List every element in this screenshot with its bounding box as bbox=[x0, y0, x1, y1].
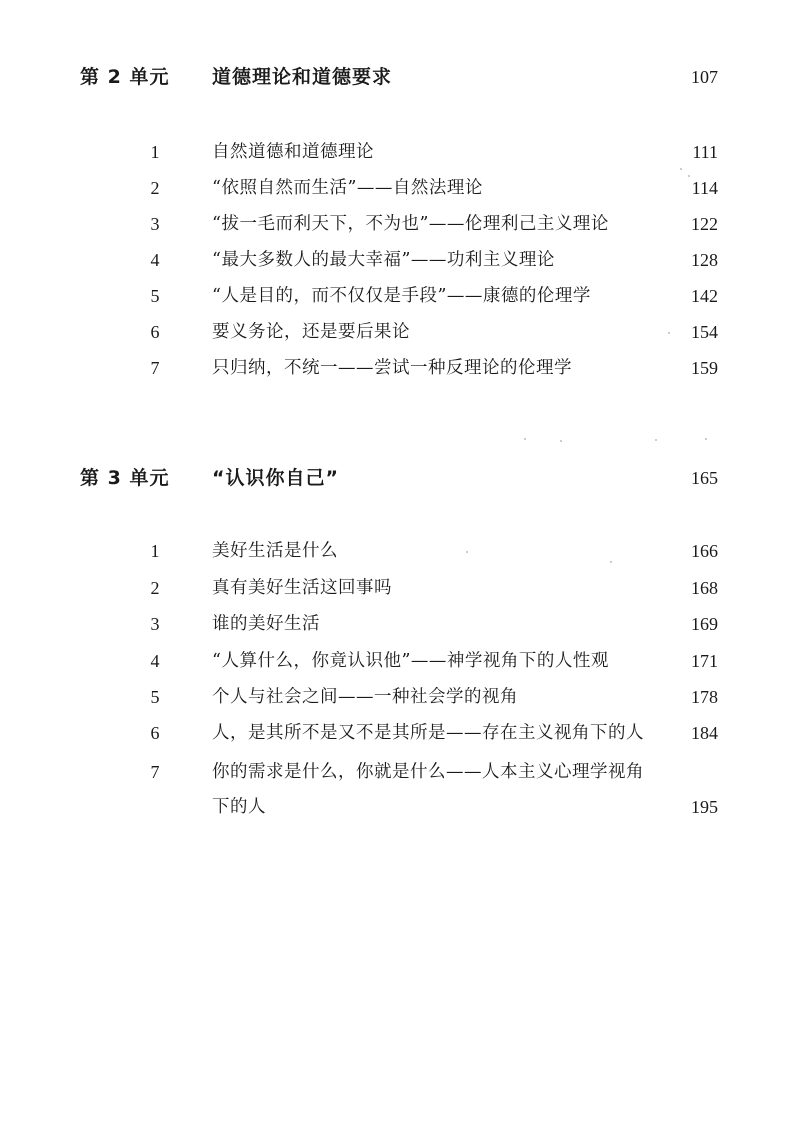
chapter-page-number: 154 bbox=[691, 322, 718, 342]
chapter-title: “人算什么，你竟认识他”——神学视角下的人性观 bbox=[212, 651, 609, 671]
chapter-title-continuation: 下的人 bbox=[212, 797, 266, 817]
toc-entry bbox=[0, 609, 790, 639]
chapter-title: 自然道德和道德理论 bbox=[212, 142, 374, 162]
toc-entry bbox=[0, 573, 790, 603]
scan-speck bbox=[466, 551, 468, 553]
unit-label: 第 3 单元 bbox=[80, 467, 170, 489]
unit-page-number: 107 bbox=[691, 67, 718, 87]
chapter-page-number: 178 bbox=[691, 687, 718, 707]
chapter-title: “人是目的，而不仅仅是手段”——康德的伦理学 bbox=[212, 286, 591, 306]
chapter-title: “拔一毛而利天下，不为也”——伦理利己主义理论 bbox=[212, 214, 609, 234]
chapter-page-number: 184 bbox=[691, 723, 718, 743]
chapter-title: 谁的美好生活 bbox=[212, 614, 320, 634]
scan-speck bbox=[680, 168, 682, 170]
toc-entry-continuation bbox=[0, 792, 790, 822]
scan-speck bbox=[688, 175, 690, 177]
chapter-number: 4 bbox=[150, 651, 160, 671]
scan-speck bbox=[655, 439, 657, 441]
toc-entry bbox=[0, 281, 790, 311]
chapter-number: 6 bbox=[150, 322, 160, 342]
toc-entry bbox=[0, 317, 790, 347]
chapter-number: 7 bbox=[150, 358, 160, 378]
chapter-page-number: 122 bbox=[691, 214, 718, 234]
toc-entry bbox=[0, 646, 790, 676]
scan-speck bbox=[610, 561, 612, 563]
chapter-page-number: 166 bbox=[691, 541, 718, 561]
chapter-title: 美好生活是什么 bbox=[212, 541, 338, 561]
chapter-page-number: 168 bbox=[691, 578, 718, 598]
chapter-number: 7 bbox=[150, 762, 160, 782]
scan-speck bbox=[705, 438, 707, 440]
toc-entry bbox=[0, 682, 790, 712]
chapter-number: 3 bbox=[150, 614, 160, 634]
chapter-page-number: 169 bbox=[691, 614, 718, 634]
chapter-page-number: 111 bbox=[692, 142, 718, 162]
toc-entry bbox=[0, 209, 790, 239]
unit-title: “认识你自己” bbox=[212, 467, 339, 489]
chapter-page-number: 171 bbox=[691, 651, 718, 671]
chapter-page-number: 114 bbox=[691, 178, 718, 198]
unit-page-number: 165 bbox=[691, 468, 718, 488]
chapter-number: 2 bbox=[150, 178, 160, 198]
chapter-title: 你的需求是什么，你就是什么——人本主义心理学视角 bbox=[212, 762, 644, 782]
chapter-page-number: 128 bbox=[691, 250, 718, 270]
toc-entry bbox=[0, 173, 790, 203]
chapter-title: “依照自然而生活”——自然法理论 bbox=[212, 178, 483, 198]
toc-entry bbox=[0, 353, 790, 383]
chapter-title: “最大多数人的最大幸福”——功利主义理论 bbox=[212, 250, 555, 270]
chapter-number: 5 bbox=[150, 286, 160, 306]
scan-speck bbox=[560, 440, 562, 442]
scan-speck bbox=[524, 438, 526, 440]
chapter-page-number: 142 bbox=[691, 286, 718, 306]
chapter-number: 6 bbox=[150, 723, 160, 743]
chapter-title: 真有美好生活这回事吗 bbox=[212, 578, 392, 598]
chapter-title: 只归纳，不统一——尝试一种反理论的伦理学 bbox=[212, 358, 572, 378]
toc-entry bbox=[0, 137, 790, 167]
chapter-page-number: 195 bbox=[691, 797, 718, 817]
chapter-number: 1 bbox=[150, 541, 160, 561]
toc-entry bbox=[0, 536, 790, 566]
chapter-number: 3 bbox=[150, 214, 160, 234]
chapter-title: 个人与社会之间——一种社会学的视角 bbox=[212, 687, 518, 707]
unit-heading bbox=[0, 463, 790, 493]
unit-label: 第 2 单元 bbox=[80, 66, 170, 88]
chapter-number: 5 bbox=[150, 687, 160, 707]
chapter-number: 4 bbox=[150, 250, 160, 270]
scan-speck bbox=[668, 332, 670, 334]
unit-heading bbox=[0, 62, 790, 92]
toc-entry bbox=[0, 757, 790, 787]
chapter-title: 人，是其所不是又不是其所是——存在主义视角下的人 bbox=[212, 723, 644, 743]
chapter-page-number: 159 bbox=[691, 358, 718, 378]
chapter-number: 2 bbox=[150, 578, 160, 598]
unit-title: 道德理论和道德要求 bbox=[212, 66, 393, 88]
toc-entry bbox=[0, 718, 790, 748]
toc-entry bbox=[0, 245, 790, 275]
chapter-title: 要义务论，还是要后果论 bbox=[212, 322, 410, 342]
chapter-number: 1 bbox=[150, 142, 160, 162]
